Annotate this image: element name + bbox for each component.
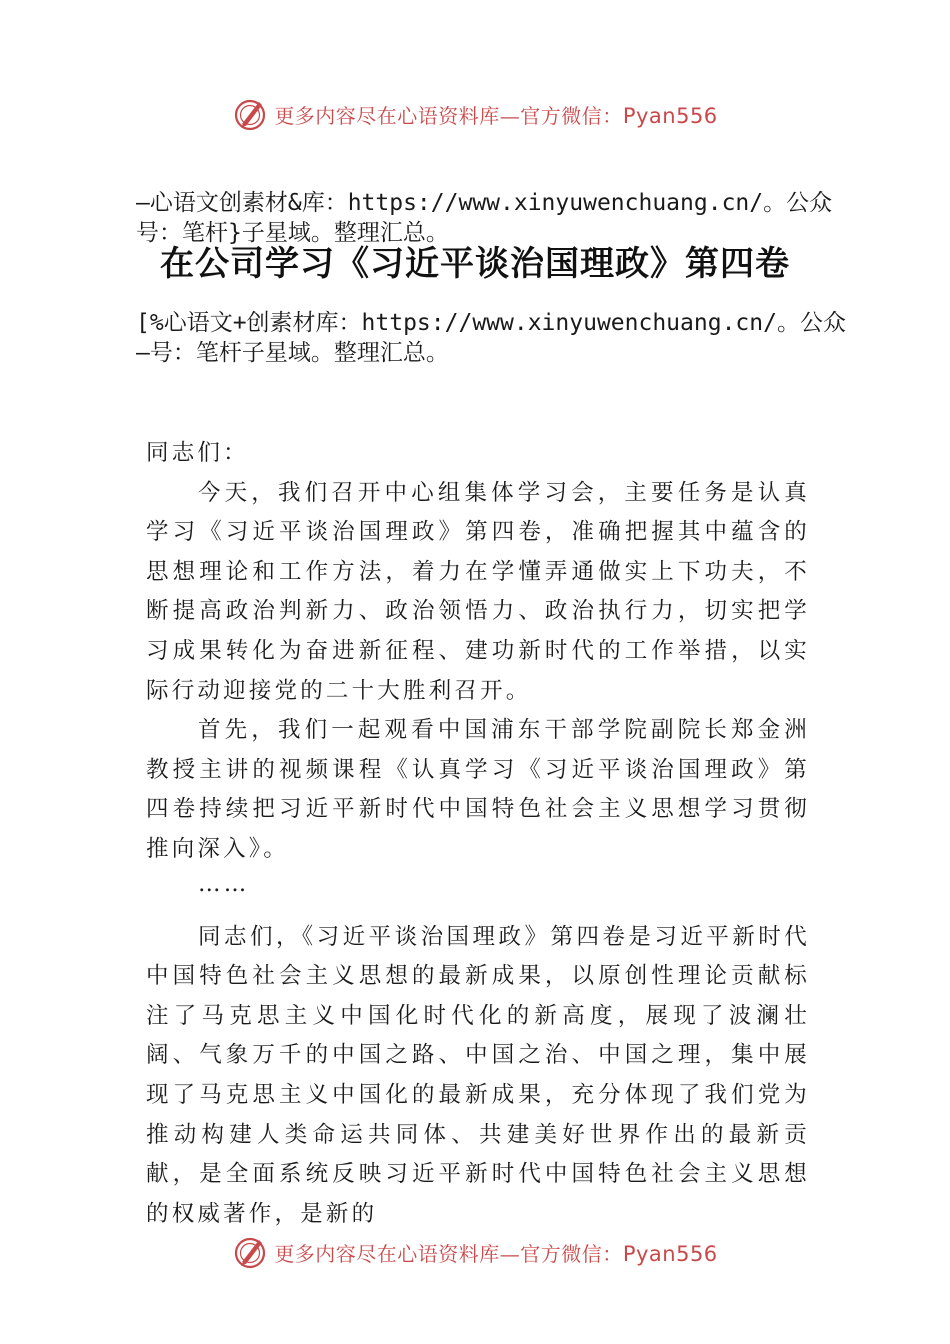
page-title: 在公司学习《习近平谈治国理政》第四卷 (160, 244, 790, 284)
wechat-handle: Pyan556 (622, 1241, 718, 1266)
paragraph: 同志们，《习近平谈治国理政》第四卷是习近平新时代中国特色社会主义思想的最新成果，以原创性理论贡献标注了马克思主义中国化时代化的新高度，展现了波澜壮阔、气象万千的中国之路、中国之治、中国之理，集中展现了马克思主义中国化的最新成果，充分体现了我们党为推动构建人类命运共同体、共建美好世界作出的最新贡献，是全面系统反映习近平新时代中国特色社会主义思想的权威著作，是新的 (146, 923, 810, 1227)
watermark-line: —心语文创素材&库：https://www.xinyuwenchuang.cn/。公众 (136, 190, 833, 216)
watermark-line: 号：笔杆}子星域。整理汇总。 (136, 220, 449, 246)
header-banner (0, 94, 950, 134)
pen-nib-logo-icon (232, 1234, 268, 1270)
paragraph: 今天，我们召开中心组集体学习会，主要任务是认真学习《习近平谈治国理政》第四卷，准确把握其中蕴含的思想理论和工作方法，着力在学懂弄通做实上下功夫，不断提高政治判新力、政治领悟力、政治执行力，切实把学习成果转化为奋进新征程、建功新时代的工作举措，以实际行动迎接党的二十大胜利召开。 (146, 479, 810, 704)
ellipsis: …… (198, 870, 250, 897)
pen-nib-logo-icon (232, 96, 268, 132)
watermark-block-2 (136, 308, 856, 368)
footer-banner (0, 1232, 950, 1272)
wechat-handle: Pyan556 (622, 103, 718, 128)
banner-text: 更多内容尽在心语资料库—官方微信：Pyan556 (274, 1241, 718, 1266)
salutation: 同志们： (146, 440, 249, 466)
banner-text: 更多内容尽在心语资料库—官方微信：Pyan556 (274, 103, 718, 128)
document-body (146, 434, 810, 1234)
watermark-line: —号：笔杆子星域。整理汇总。 (136, 340, 449, 366)
paragraph: 首先，我们一起观看中国浦东干部学院副院长郑金洲教授主讲的视频课程《认真学习《习近平谈治国理政》第四卷持续把习近平新时代中国特色社会主义思想学习贯彻推向深入》。 (146, 717, 810, 862)
watermark-line: [%心语文+创素材库：https://www.xinyuwenchuang.cn/。公众 (136, 310, 846, 336)
